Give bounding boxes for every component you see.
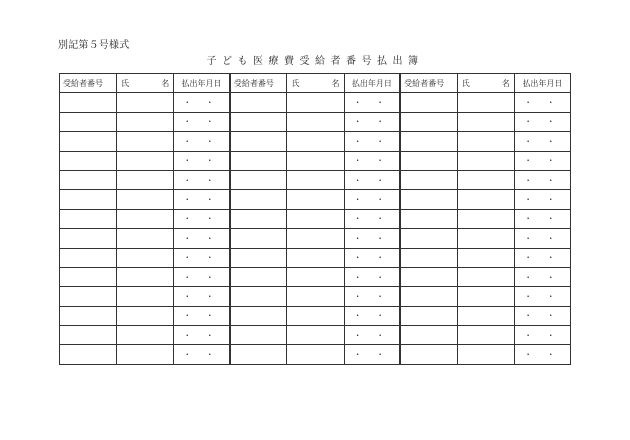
name-cell[interactable]: [117, 93, 174, 112]
recipient-number-cell[interactable]: [230, 93, 287, 112]
table-row: [60, 190, 571, 209]
name-cell[interactable]: [287, 287, 344, 306]
issue-date-cell[interactable]: ・ ・: [174, 93, 230, 112]
issue-date-cell[interactable]: ・ ・: [174, 287, 230, 306]
recipient-number-cell[interactable]: [400, 326, 457, 345]
name-cell[interactable]: [287, 267, 344, 286]
recipient-number-cell[interactable]: [60, 267, 117, 286]
header-name: [457, 74, 514, 93]
issue-date-cell[interactable]: ・ ・: [514, 306, 570, 325]
recipient-number-cell[interactable]: [400, 287, 457, 306]
recipient-number-cell[interactable]: [400, 209, 457, 228]
name-cell[interactable]: [117, 229, 174, 248]
name-cell[interactable]: [457, 229, 514, 248]
header-name-given: 名: [161, 78, 170, 88]
recipient-number-cell[interactable]: [60, 326, 117, 345]
issue-date-cell[interactable]: ・ ・: [514, 345, 570, 364]
issue-date-cell[interactable]: ・ ・: [344, 112, 400, 131]
issue-date-cell[interactable]: ・ ・: [174, 306, 230, 325]
name-cell[interactable]: [287, 170, 344, 189]
name-cell[interactable]: [117, 151, 174, 170]
issue-date-cell[interactable]: ・ ・: [344, 151, 400, 170]
recipient-number-cell[interactable]: [400, 112, 457, 131]
name-cell[interactable]: [457, 345, 514, 364]
name-cell[interactable]: [287, 132, 344, 151]
name-cell[interactable]: [117, 170, 174, 189]
recipient-number-cell[interactable]: [60, 306, 117, 325]
recipient-number-cell[interactable]: [60, 93, 117, 112]
recipient-number-cell[interactable]: [230, 112, 287, 131]
recipient-number-cell[interactable]: [400, 93, 457, 112]
recipient-number-cell[interactable]: [60, 132, 117, 151]
name-cell[interactable]: [287, 345, 344, 364]
recipient-number-cell[interactable]: [60, 190, 117, 209]
name-cell[interactable]: [457, 132, 514, 151]
issue-date-cell[interactable]: ・ ・: [174, 209, 230, 228]
recipient-number-cell[interactable]: [60, 209, 117, 228]
recipient-number-cell[interactable]: [400, 306, 457, 325]
table-row: [60, 345, 571, 364]
document-title: 子ども医療費受給者番号払出簿: [206, 56, 424, 67]
name-cell[interactable]: [287, 326, 344, 345]
recipient-number-cell[interactable]: [60, 287, 117, 306]
issue-date-cell[interactable]: ・ ・: [174, 151, 230, 170]
issue-date-cell[interactable]: ・ ・: [344, 132, 400, 151]
name-cell[interactable]: [117, 112, 174, 131]
recipient-number-cell[interactable]: [230, 132, 287, 151]
recipient-number-cell[interactable]: [60, 112, 117, 131]
name-cell[interactable]: [117, 132, 174, 151]
issue-date-cell[interactable]: ・ ・: [344, 267, 400, 286]
name-cell[interactable]: [457, 267, 514, 286]
recipient-number-cell[interactable]: [60, 345, 117, 364]
recipient-number-cell[interactable]: [230, 209, 287, 228]
header-recipient-number: 受給者番号: [60, 74, 117, 93]
recipient-number-cell[interactable]: [230, 229, 287, 248]
issue-date-cell[interactable]: ・ ・: [514, 248, 570, 267]
issue-date-cell[interactable]: ・ ・: [174, 267, 230, 286]
table-row: [60, 132, 571, 151]
name-cell[interactable]: [287, 190, 344, 209]
header-name-given: 名: [501, 78, 510, 88]
table-row: [60, 326, 571, 345]
issue-date-cell[interactable]: ・ ・: [514, 151, 570, 170]
form-number: 別記第５号様式: [58, 40, 130, 51]
issue-date-cell[interactable]: ・ ・: [514, 209, 570, 228]
recipient-number-cell[interactable]: [60, 229, 117, 248]
issue-date-cell[interactable]: ・ ・: [514, 93, 570, 112]
issue-date-cell[interactable]: ・ ・: [174, 112, 230, 131]
header-issue-date: 払出年月日: [514, 74, 570, 93]
recipient-number-cell[interactable]: [230, 345, 287, 364]
recipient-number-cell[interactable]: [230, 248, 287, 267]
issue-date-cell[interactable]: ・ ・: [514, 190, 570, 209]
header-name: [287, 74, 344, 93]
ledger-table: [59, 73, 571, 365]
recipient-number-cell[interactable]: [230, 267, 287, 286]
name-cell[interactable]: [287, 151, 344, 170]
issue-date-cell[interactable]: ・ ・: [344, 326, 400, 345]
header-name: [117, 74, 174, 93]
issue-date-cell[interactable]: ・ ・: [174, 248, 230, 267]
recipient-number-cell[interactable]: [400, 190, 457, 209]
recipient-number-cell[interactable]: [400, 132, 457, 151]
table-row: [60, 229, 571, 248]
table-row: [60, 112, 571, 131]
name-cell[interactable]: [117, 190, 174, 209]
issue-date-cell[interactable]: ・ ・: [174, 326, 230, 345]
table-row: [60, 151, 571, 170]
name-cell[interactable]: [457, 326, 514, 345]
name-cell[interactable]: [287, 112, 344, 131]
name-cell[interactable]: [457, 287, 514, 306]
recipient-number-cell[interactable]: [230, 151, 287, 170]
issue-date-cell[interactable]: ・ ・: [514, 170, 570, 189]
header-recipient-number: 受給者番号: [230, 74, 287, 93]
recipient-number-cell[interactable]: [400, 229, 457, 248]
issue-date-cell[interactable]: ・ ・: [174, 345, 230, 364]
issue-date-cell[interactable]: ・ ・: [174, 170, 230, 189]
issue-date-cell[interactable]: ・ ・: [174, 229, 230, 248]
issue-date-cell[interactable]: ・ ・: [344, 190, 400, 209]
name-cell[interactable]: [287, 209, 344, 228]
header-issue-date: 払出年月日: [344, 74, 400, 93]
name-cell[interactable]: [287, 93, 344, 112]
issue-date-cell[interactable]: ・ ・: [344, 306, 400, 325]
issue-date-cell[interactable]: ・ ・: [344, 287, 400, 306]
recipient-number-cell[interactable]: [60, 248, 117, 267]
recipient-number-cell[interactable]: [400, 151, 457, 170]
name-cell[interactable]: [457, 151, 514, 170]
recipient-number-cell[interactable]: [230, 287, 287, 306]
name-cell[interactable]: [117, 306, 174, 325]
name-cell[interactable]: [457, 112, 514, 131]
issue-date-cell[interactable]: ・ ・: [514, 229, 570, 248]
name-cell[interactable]: [457, 170, 514, 189]
name-cell[interactable]: [457, 248, 514, 267]
recipient-number-cell[interactable]: [230, 326, 287, 345]
header-name-surname: 氏: [461, 78, 470, 88]
issue-date-cell[interactable]: ・ ・: [344, 229, 400, 248]
header-row: [60, 74, 571, 93]
table-row: [60, 209, 571, 228]
name-cell[interactable]: [117, 287, 174, 306]
header-name-surname: 氏: [291, 78, 300, 88]
issue-date-cell[interactable]: ・ ・: [514, 267, 570, 286]
issue-date-cell[interactable]: ・ ・: [514, 132, 570, 151]
table-row: [60, 306, 571, 325]
issue-date-cell[interactable]: ・ ・: [514, 287, 570, 306]
issue-date-cell[interactable]: ・ ・: [344, 345, 400, 364]
issue-date-cell[interactable]: ・ ・: [514, 326, 570, 345]
name-cell[interactable]: [117, 209, 174, 228]
table-row: [60, 170, 571, 189]
name-cell[interactable]: [117, 326, 174, 345]
name-cell[interactable]: [457, 306, 514, 325]
issue-date-cell[interactable]: ・ ・: [344, 170, 400, 189]
table-row: [60, 287, 571, 306]
recipient-number-cell[interactable]: [400, 248, 457, 267]
issue-date-cell[interactable]: ・ ・: [514, 112, 570, 131]
name-cell[interactable]: [287, 248, 344, 267]
name-cell[interactable]: [457, 93, 514, 112]
table-row: [60, 248, 571, 267]
table-row: [60, 267, 571, 286]
recipient-number-cell[interactable]: [230, 190, 287, 209]
name-cell[interactable]: [117, 345, 174, 364]
header-issue-date: 払出年月日: [174, 74, 230, 93]
name-cell[interactable]: [117, 267, 174, 286]
header-name-surname: 氏: [121, 78, 130, 88]
recipient-number-cell[interactable]: [400, 345, 457, 364]
ledger-body: [60, 93, 571, 364]
recipient-number-cell[interactable]: [400, 267, 457, 286]
issue-date-cell[interactable]: ・ ・: [344, 93, 400, 112]
issue-date-cell[interactable]: ・ ・: [174, 132, 230, 151]
recipient-number-cell[interactable]: [60, 151, 117, 170]
issue-date-cell[interactable]: ・ ・: [174, 190, 230, 209]
name-cell[interactable]: [287, 229, 344, 248]
recipient-number-cell[interactable]: [230, 306, 287, 325]
header-recipient-number: 受給者番号: [400, 74, 457, 93]
table-row: [60, 93, 571, 112]
name-cell[interactable]: [457, 190, 514, 209]
header-name-given: 名: [331, 78, 340, 88]
recipient-number-cell[interactable]: [400, 170, 457, 189]
issue-date-cell[interactable]: ・ ・: [344, 209, 400, 228]
name-cell[interactable]: [117, 248, 174, 267]
recipient-number-cell[interactable]: [60, 170, 117, 189]
name-cell[interactable]: [287, 306, 344, 325]
recipient-number-cell[interactable]: [230, 170, 287, 189]
issue-date-cell[interactable]: ・ ・: [344, 248, 400, 267]
name-cell[interactable]: [457, 209, 514, 228]
